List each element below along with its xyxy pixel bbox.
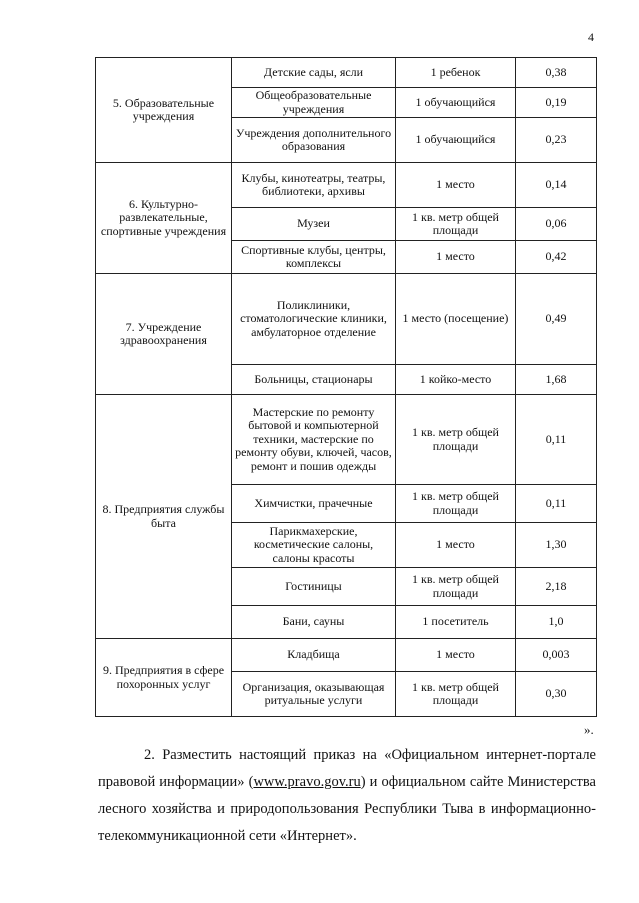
- norm-cell: 0,11: [516, 395, 597, 485]
- norms-table: [95, 57, 597, 717]
- unit-cell: 1 кв. метр общей площади: [396, 568, 516, 606]
- category-cell: 7. Учреждение здравоохранения: [96, 274, 232, 395]
- unit-cell: 1 место: [396, 523, 516, 568]
- object-cell: Музеи: [232, 208, 396, 241]
- unit-cell: 1 кв. метр общей площади: [396, 208, 516, 241]
- norm-cell: 0,14: [516, 163, 597, 208]
- object-cell: Учреждения дополнительного образования: [232, 118, 396, 163]
- object-cell: Парикмахерские, косметические салоны, салоны красоты: [232, 523, 396, 568]
- category-cell: 9. Предприятия в сфере похоронных услуг: [96, 639, 232, 717]
- paragraph-text-start: 2. Разместить настоящий приказ на «Официальном интернет-портале правовой информации» (: [98, 747, 596, 790]
- page-number: 4: [588, 30, 594, 44]
- table-row: [96, 274, 597, 365]
- object-cell: Организация, оказывающая ритуальные услуги: [232, 672, 396, 717]
- object-cell: Кладбища: [232, 639, 396, 672]
- object-cell: Химчистки, прачечные: [232, 485, 396, 523]
- object-cell: Мастерские по ремонту бытовой и компьютерной техники, мастерские по ремонту обуви, ключей, часов, ремонт и пошив одежды: [232, 395, 396, 485]
- object-cell: Спортивные клубы, центры, комплексы: [232, 241, 396, 274]
- table-row: [96, 163, 597, 208]
- category-cell: 5. Образовательные учреждения: [96, 58, 232, 163]
- unit-cell: 1 место (посещение): [396, 274, 516, 365]
- pravo-gov-link[interactable]: www.pravo.gov.ru: [253, 774, 361, 790]
- norm-cell: 0,23: [516, 118, 597, 163]
- unit-cell: 1 кв. метр общей площади: [396, 395, 516, 485]
- unit-cell: 1 посетитель: [396, 606, 516, 639]
- norm-cell: 0,49: [516, 274, 597, 365]
- norm-cell: 0,11: [516, 485, 597, 523]
- unit-cell: 1 место: [396, 163, 516, 208]
- closing-quote: ».: [584, 722, 594, 737]
- unit-cell: 1 обучающийся: [396, 88, 516, 118]
- unit-cell: 1 место: [396, 639, 516, 672]
- paragraph-text-end: ) и официальном сайте Министерства лесного хозяйства и природопользования Республики Тыва в информационно-телекоммуникационной сети «Интернет».: [98, 774, 596, 844]
- category-cell: 6. Культурно-развлекательные, спортивные учреждения: [96, 163, 232, 274]
- norm-cell: 1,30: [516, 523, 597, 568]
- object-cell: Детские сады, ясли: [232, 58, 396, 88]
- paragraph-item-2: [98, 742, 596, 850]
- norm-cell: 0,06: [516, 208, 597, 241]
- unit-cell: 1 кв. метр общей площади: [396, 672, 516, 717]
- norm-cell: 0,19: [516, 88, 597, 118]
- object-cell: Общеобразовательные учреждения: [232, 88, 396, 118]
- unit-cell: 1 койко-место: [396, 365, 516, 395]
- norm-cell: 0,003: [516, 639, 597, 672]
- category-cell: 8. Предприятия службы быта: [96, 395, 232, 639]
- object-cell: Гостиницы: [232, 568, 396, 606]
- object-cell: Бани, сауны: [232, 606, 396, 639]
- norm-cell: 1,68: [516, 365, 597, 395]
- norm-cell: 0,30: [516, 672, 597, 717]
- object-cell: Поликлиники, стоматологические клиники, амбулаторное отделение: [232, 274, 396, 365]
- unit-cell: 1 ребенок: [396, 58, 516, 88]
- norm-cell: 2,18: [516, 568, 597, 606]
- norm-cell: 0,42: [516, 241, 597, 274]
- norms-table-body: [96, 58, 597, 717]
- norm-cell: 1,0: [516, 606, 597, 639]
- table-row: [96, 58, 597, 88]
- table-row: [96, 395, 597, 485]
- object-cell: Больницы, стационары: [232, 365, 396, 395]
- table-row: [96, 639, 597, 672]
- object-cell: Клубы, кинотеатры, театры, библиотеки, архивы: [232, 163, 396, 208]
- unit-cell: 1 кв. метр общей площади: [396, 485, 516, 523]
- norm-cell: 0,38: [516, 58, 597, 88]
- unit-cell: 1 обучающийся: [396, 118, 516, 163]
- unit-cell: 1 место: [396, 241, 516, 274]
